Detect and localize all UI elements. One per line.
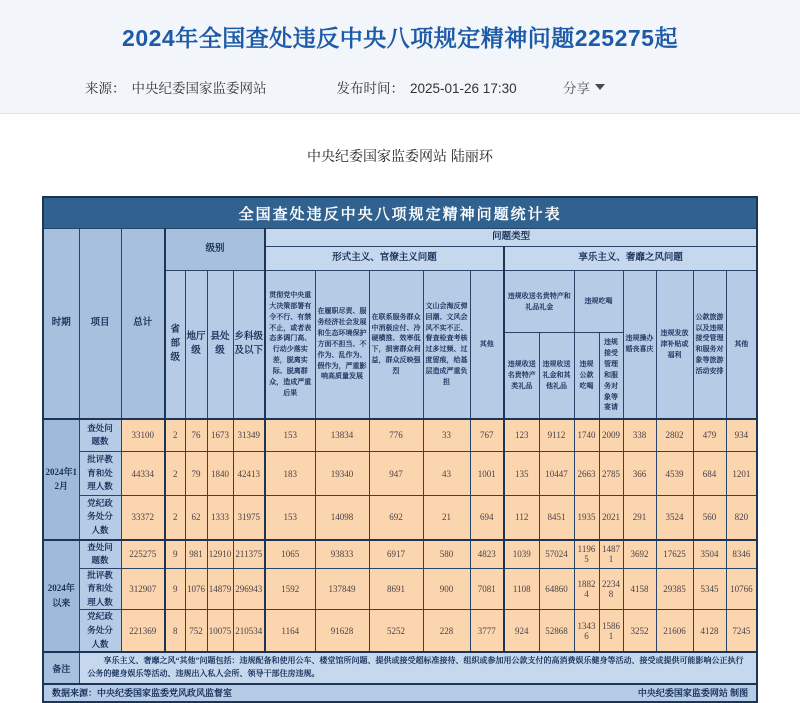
table-cell: 52868 xyxy=(539,610,574,652)
table-cell: 91628 xyxy=(315,610,369,652)
header-formalism-col-2: 在履职尽责、服务经济社会发展和生态环境保护方面不担当、不作为、乱作为、假作为，严重影响高质量发展 xyxy=(315,271,369,419)
table-cell: 153 xyxy=(265,419,315,452)
table-cell: 1164 xyxy=(265,610,315,652)
table-cell: 684 xyxy=(693,452,726,496)
header-formalism-other: 其他 xyxy=(470,271,504,419)
chart-credit-text: 中央纪委国家监委网站 制图 xyxy=(637,688,749,699)
table-cell: 4539 xyxy=(656,452,693,496)
table-cell: 580 xyxy=(423,540,470,569)
table-cell: 10075 xyxy=(207,610,233,652)
header-level-prefecture: 地厅级 xyxy=(185,271,207,419)
table-cell: 42413 xyxy=(233,452,265,496)
table-cell: 560 xyxy=(693,496,726,540)
table-cell: 137849 xyxy=(315,568,369,610)
period-label: 2024年12月 xyxy=(43,419,79,540)
table-title: 全国查处违反中央八项规定精神问题统计表 xyxy=(43,197,757,229)
table-cell: 14098 xyxy=(315,496,369,540)
note-row xyxy=(43,652,757,684)
table-cell: 338 xyxy=(623,419,656,452)
row-label: 党纪政务处分人数 xyxy=(79,610,121,652)
table-cell: 820 xyxy=(726,496,757,540)
publish-value: 2025-01-26 17:30 xyxy=(410,81,517,96)
header-formalism-col-1: 贯彻党中央重大决策部署有令不行、有禁不止，或者表态多调门高、行动少落实差，脱离实际、脱离群众，造成严重后果 xyxy=(265,271,315,419)
header-level-group: 级别 xyxy=(165,229,265,271)
table-row xyxy=(43,568,757,610)
table-cell: 1333 xyxy=(207,496,233,540)
table-cell: 3252 xyxy=(623,610,656,652)
table-cell: 947 xyxy=(369,452,423,496)
table-cell: 296943 xyxy=(233,568,265,610)
note-text: 享乐主义、奢靡之风“其他”问题包括：违规配备和使用公车、楼堂馆所问题、提供或接受超标准接待、组织或参加用公款支付的高消费娱乐健身等活动、接受或提供可能影响公正执行公务的健身娱乐等活动、违规出入私人会所、领导干部住房违规。 xyxy=(79,652,757,684)
table-cell: 1935 xyxy=(574,496,599,540)
header-level-county: 县处级 xyxy=(207,271,233,419)
table-cell: 123 xyxy=(504,419,539,452)
table-cell: 228 xyxy=(423,610,470,652)
row-label: 查处问题数 xyxy=(79,540,121,569)
header-formalism-group: 形式主义、官僚主义问题 xyxy=(265,247,504,271)
table-cell: 9 xyxy=(165,540,185,569)
table-cell: 79 xyxy=(185,452,207,496)
table-cell: 3777 xyxy=(470,610,504,652)
table-cell: 62 xyxy=(185,496,207,540)
table-cell: 225275 xyxy=(121,540,165,569)
table-cell: 776 xyxy=(369,419,423,452)
table-cell: 29385 xyxy=(656,568,693,610)
table-cell: 43 xyxy=(423,452,470,496)
table-cell: 7245 xyxy=(726,610,757,652)
table-cell: 694 xyxy=(470,496,504,540)
table-cell: 4823 xyxy=(470,540,504,569)
table-cell: 31349 xyxy=(233,419,265,452)
table-cell: 221369 xyxy=(121,610,165,652)
table-cell: 76 xyxy=(185,419,207,452)
table-cell: 4158 xyxy=(623,568,656,610)
table-cell: 900 xyxy=(423,568,470,610)
statistics-table-container xyxy=(42,196,758,703)
table-row xyxy=(43,419,757,452)
table-cell: 8346 xyxy=(726,540,757,569)
table-cell: 44334 xyxy=(121,452,165,496)
table-cell: 18824 xyxy=(574,568,599,610)
source xyxy=(85,77,267,97)
table-cell: 11965 xyxy=(574,540,599,569)
header-dining-group: 违规吃喝 xyxy=(574,271,623,333)
header-dining-col-2: 违规接受管理和服务对象等宴请 xyxy=(599,333,623,419)
header-formalism-col-4: 文山会海反弹回潮、文风会风不实不正、督查检查考核过多过频、过度留痕，给基层造成严重负担 xyxy=(423,271,470,419)
table-row xyxy=(43,610,757,652)
table-cell: 981 xyxy=(185,540,207,569)
table-cell: 14879 xyxy=(207,568,233,610)
byline: 中央纪委国家监委网站 陆丽环 xyxy=(307,148,493,164)
share-label: 分享 xyxy=(563,81,590,96)
table-cell: 13834 xyxy=(315,419,369,452)
header-period: 时期 xyxy=(43,229,79,419)
table-cell: 13436 xyxy=(574,610,599,652)
table-cell: 1673 xyxy=(207,419,233,452)
table-cell: 22348 xyxy=(599,568,623,610)
table-cell: 752 xyxy=(185,610,207,652)
table-row xyxy=(43,496,757,540)
table-cell: 5345 xyxy=(693,568,726,610)
table-cell: 8691 xyxy=(369,568,423,610)
header-allowance: 违规发放津补贴或福利 xyxy=(656,271,693,419)
article-meta xyxy=(40,77,760,97)
table-cell: 1039 xyxy=(504,540,539,569)
table-cell: 10447 xyxy=(539,452,574,496)
table-cell: 1108 xyxy=(504,568,539,610)
table-cell: 2802 xyxy=(656,419,693,452)
table-cell: 1740 xyxy=(574,419,599,452)
table-cell: 291 xyxy=(623,496,656,540)
period-label: 2024年以来 xyxy=(43,540,79,653)
table-cell: 3692 xyxy=(623,540,656,569)
publish-time xyxy=(337,77,517,97)
table-cell: 1065 xyxy=(265,540,315,569)
table-cell: 153 xyxy=(265,496,315,540)
table-cell: 366 xyxy=(623,452,656,496)
row-label: 查处问题数 xyxy=(79,419,121,452)
table-row xyxy=(43,540,757,569)
table-cell: 1840 xyxy=(207,452,233,496)
table-cell: 33100 xyxy=(121,419,165,452)
table-cell: 64860 xyxy=(539,568,574,610)
note-label: 备注 xyxy=(43,652,79,684)
article-header xyxy=(0,0,800,114)
table-cell: 15861 xyxy=(599,610,623,652)
table-cell: 767 xyxy=(470,419,504,452)
header-gift-col-1: 违规收送名贵特产类礼品 xyxy=(504,333,539,419)
table-cell: 5252 xyxy=(369,610,423,652)
table-cell: 21606 xyxy=(656,610,693,652)
table-cell: 934 xyxy=(726,419,757,452)
footer-row xyxy=(43,684,757,702)
caret-down-icon xyxy=(595,84,605,90)
table-cell: 211375 xyxy=(233,540,265,569)
table-cell: 4128 xyxy=(693,610,726,652)
table-cell: 210534 xyxy=(233,610,265,652)
table-cell: 2 xyxy=(165,452,185,496)
table-cell: 1201 xyxy=(726,452,757,496)
table-cell: 2785 xyxy=(599,452,623,496)
header-gift-group: 违规收送名贵特产和礼品礼金 xyxy=(504,271,574,333)
table-cell: 1001 xyxy=(470,452,504,496)
publish-label: 发布时间： xyxy=(336,81,404,96)
source-label: 来源： xyxy=(85,81,126,96)
table-cell: 1592 xyxy=(265,568,315,610)
table-cell: 33 xyxy=(423,419,470,452)
statistics-table xyxy=(42,196,758,703)
row-label: 批评教育和处理人数 xyxy=(79,452,121,496)
table-row xyxy=(43,452,757,496)
table-cell: 692 xyxy=(369,496,423,540)
header-wedding: 违规操办婚丧喜庆 xyxy=(623,271,656,419)
table-cell: 479 xyxy=(693,419,726,452)
table-cell: 57024 xyxy=(539,540,574,569)
table-cell: 312907 xyxy=(121,568,165,610)
table-cell: 183 xyxy=(265,452,315,496)
table-cell: 2663 xyxy=(574,452,599,496)
header-gift-col-2: 违规收送礼金和其他礼品 xyxy=(539,333,574,419)
header-level-township: 乡科级及以下 xyxy=(233,271,265,419)
table-cell: 924 xyxy=(504,610,539,652)
header-dining-col-1: 违规公款吃喝 xyxy=(574,333,599,419)
header-formalism-col-3: 在联系服务群众中消极应付、冷硬横推、效率低下，损害群众利益，群众反映强烈 xyxy=(369,271,423,419)
header-travel: 公款旅游以及违规接受管理和服务对象等旅游活动安排 xyxy=(693,271,726,419)
table-cell: 112 xyxy=(504,496,539,540)
table-cell: 6917 xyxy=(369,540,423,569)
row-label: 党纪政务处分人数 xyxy=(79,496,121,540)
table-cell: 2 xyxy=(165,496,185,540)
table-cell: 93833 xyxy=(315,540,369,569)
table-cell: 19340 xyxy=(315,452,369,496)
table-cell: 8 xyxy=(165,610,185,652)
table-cell: 9 xyxy=(165,568,185,610)
table-cell: 2009 xyxy=(599,419,623,452)
table-cell: 8451 xyxy=(539,496,574,540)
header-hedonism-other: 其他 xyxy=(726,271,757,419)
table-cell: 9112 xyxy=(539,419,574,452)
table-cell: 1076 xyxy=(185,568,207,610)
table-cell: 3504 xyxy=(693,540,726,569)
header-item: 项目 xyxy=(79,229,121,419)
table-cell: 7081 xyxy=(470,568,504,610)
header-total: 总计 xyxy=(121,229,165,419)
table-cell: 21 xyxy=(423,496,470,540)
source-value: 中央纪委国家监委网站 xyxy=(131,81,267,96)
table-cell: 135 xyxy=(504,452,539,496)
table-cell: 14871 xyxy=(599,540,623,569)
data-source-text: 数据来源：中央纪委国家监委党风政风监督室 xyxy=(52,688,233,699)
table-cell: 3524 xyxy=(656,496,693,540)
table-cell: 33372 xyxy=(121,496,165,540)
row-label: 批评教育和处理人数 xyxy=(79,568,121,610)
page-title: 2024年全国查处违反中央八项规定精神问题225275起 xyxy=(122,25,678,51)
table-cell: 12910 xyxy=(207,540,233,569)
table-cell: 31975 xyxy=(233,496,265,540)
table-cell: 17625 xyxy=(656,540,693,569)
table-cell: 2021 xyxy=(599,496,623,540)
header-hedonism-group: 享乐主义、奢靡之风问题 xyxy=(504,247,757,271)
share-dropdown[interactable] xyxy=(563,77,605,97)
table-cell: 2 xyxy=(165,419,185,452)
table-cell: 10766 xyxy=(726,568,757,610)
header-level-provincial: 省部级 xyxy=(165,271,185,419)
header-problem-type: 问题类型 xyxy=(265,229,757,247)
